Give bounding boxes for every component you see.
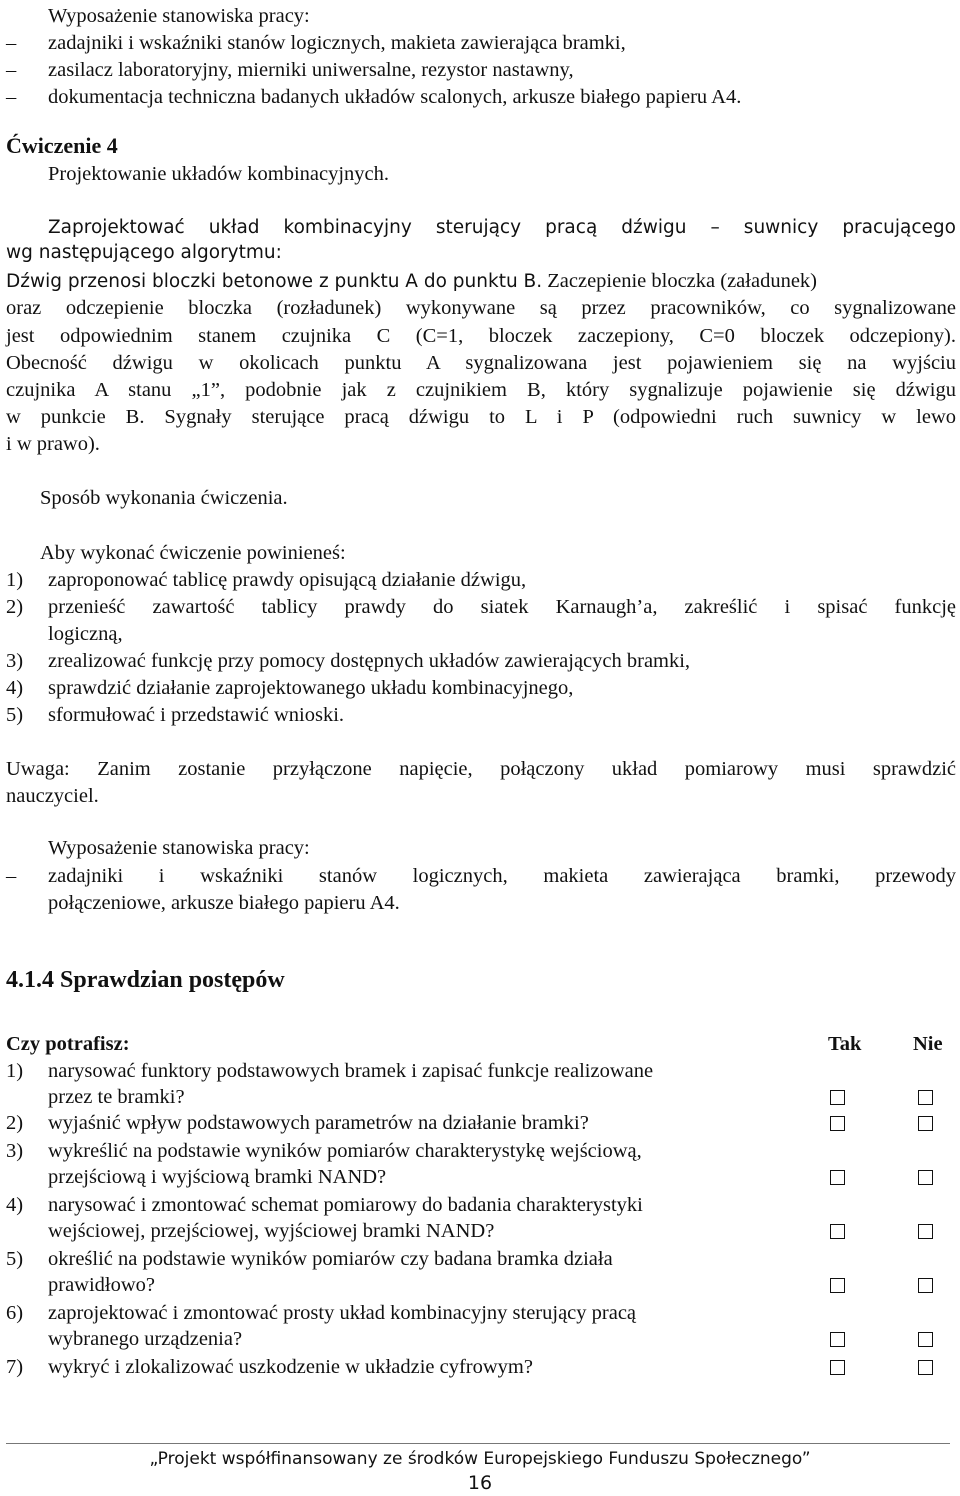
question-number: 5) — [6, 1248, 24, 1270]
question-number: 3) — [6, 1140, 24, 1162]
question-text-cont: przez te bramki? — [48, 1086, 185, 1108]
task-sans-part: Dźwig przenosi bloczki betonowe z punktu A do punktu B. — [6, 271, 543, 292]
dash-bullet: – — [6, 59, 17, 81]
equipment-item: zadajniki i wskaźniki stanów logicznych, makieta zawierająca bramki, — [48, 32, 626, 54]
question-text-cont: przejściową i wyjściową bramki NAND? — [48, 1166, 387, 1188]
task-paragraph-line: wg następującego algorytmu: — [6, 242, 282, 263]
exercise-subtitle: Projektowanie układów kombinacyjnych. — [48, 163, 390, 185]
footer-divider — [6, 1443, 950, 1444]
checklist-heading: Czy potrafisz: — [6, 1033, 130, 1055]
yes-column-header: Tak — [828, 1033, 862, 1055]
yes-checkbox[interactable] — [830, 1170, 845, 1185]
step-text: sformułować i przedstawić wnioski. — [48, 704, 345, 726]
exercise-title: Ćwiczenie 4 — [6, 133, 118, 158]
task-paragraph-line: i w prawo). — [6, 433, 100, 455]
dash-bullet: – — [6, 86, 17, 108]
step-text-cont: logiczną, — [48, 623, 123, 645]
question-number: 4) — [6, 1194, 24, 1216]
no-checkbox[interactable] — [918, 1090, 933, 1105]
question-text: wyjaśnić wpływ podstawowych parametrów na działanie bramki? — [48, 1112, 589, 1134]
question-text: zaprojektować i zmontować prosty układ kombinacyjny sterujący pracą — [48, 1302, 637, 1324]
no-column-header: Nie — [913, 1033, 943, 1055]
question-number: 1) — [6, 1060, 24, 1082]
step-number: 3) — [6, 650, 24, 672]
step-text: zaproponować tablicę prawdy opisującą działanie dźwigu, — [48, 569, 527, 591]
task-paragraph-line: Obecność dźwigu w okolicach punktu A sygnalizowana jest pojawieniem się na wyjściu — [6, 352, 956, 374]
step-number: 2) — [6, 596, 24, 618]
yes-checkbox[interactable] — [830, 1360, 845, 1375]
no-checkbox[interactable] — [918, 1278, 933, 1293]
equipment-item-cont: połączeniowe, arkusze białego papieru A4. — [48, 892, 400, 914]
no-checkbox[interactable] — [918, 1170, 933, 1185]
note-line: nauczyciel. — [6, 785, 99, 807]
question-text: wykryć i zlokalizować uszkodzenie w układzie cyfrowym? — [48, 1356, 533, 1378]
yes-checkbox[interactable] — [830, 1278, 845, 1293]
step-text: sprawdzić działanie zaprojektowanego układu kombinacyjnego, — [48, 677, 574, 699]
step-number: 4) — [6, 677, 24, 699]
page-number: 16 — [467, 1472, 493, 1494]
task-paragraph-line: Zaprojektować układ kombinacyjny sterujący pracą dźwigu – suwnicy pracującego — [48, 217, 956, 238]
note-line: Uwaga: Zanim zostanie przyłączone napięcie, połączony układ pomiarowy musi sprawdzić — [6, 758, 956, 780]
step-number: 1) — [6, 569, 24, 591]
footer-text: „Projekt współfinansowany ze środków Europejskiego Funduszu Społecznego” — [149, 1449, 811, 1469]
question-text: narysować i zmontować schemat pomiarowy do badania charakterystyki — [48, 1194, 643, 1216]
question-number: 6) — [6, 1302, 24, 1324]
step-text: zrealizować funkcję przy pomocy dostępnych układów zawierających bramki, — [48, 650, 691, 672]
no-checkbox[interactable] — [918, 1332, 933, 1347]
dash-bullet: – — [6, 865, 17, 887]
dash-bullet: – — [6, 32, 17, 54]
yes-checkbox[interactable] — [830, 1090, 845, 1105]
no-checkbox[interactable] — [918, 1116, 933, 1131]
question-text-cont: wybranego urządzenia? — [48, 1328, 243, 1350]
equipment-item: zadajniki i wskaźniki stanów logicznych, makieta zawierająca bramki, przewody — [48, 865, 956, 887]
task-paragraph-line: w punkcie B. Sygnały sterujące pracą dźwigu to L i P (odpowiedni ruch suwnicy w lewo — [6, 406, 956, 428]
step-number: 5) — [6, 704, 24, 726]
task-paragraph-line: jest odpowiednim stanem czujnika C (C=1, bloczek zaczepiony, C=0 bloczek odczepiony). — [6, 325, 956, 347]
no-checkbox[interactable] — [918, 1224, 933, 1239]
question-text-cont: prawidłowo? — [48, 1274, 156, 1296]
task-paragraph-line — [6, 269, 817, 294]
yes-checkbox[interactable] — [830, 1332, 845, 1347]
equipment-item: dokumentacja techniczna badanych układów scalonych, arkusze białego papieru A4. — [48, 86, 742, 108]
section-title: 4.1.4 Sprawdzian postępów — [6, 967, 285, 993]
equipment-heading: Wyposażenie stanowiska pracy: — [48, 5, 310, 27]
task-paragraph-line: oraz odczepienie bloczka (rozładunek) wykonywane są przez pracowników, co sygnalizowane — [6, 297, 956, 319]
task-serif-part: Zaczepienie bloczka (załadunek) — [542, 270, 817, 292]
equipment-heading: Wyposażenie stanowiska pracy: — [48, 837, 310, 859]
question-number: 2) — [6, 1112, 24, 1134]
question-text: narysować funktory podstawowych bramek i zapisać funkcje realizowane — [48, 1060, 654, 1082]
step-text: przenieść zawartość tablicy prawdy do siatek Karnaugh’a, zakreślić i spisać funkcję — [48, 596, 956, 618]
question-number: 7) — [6, 1356, 24, 1378]
equipment-item: zasilacz laboratoryjny, mierniki uniwersalne, rezystor nastawny, — [48, 59, 574, 81]
method-intro: Aby wykonać ćwiczenie powinieneś: — [40, 542, 346, 564]
question-text: wykreślić na podstawie wyników pomiarów charakterystykę wejściową, — [48, 1140, 642, 1162]
yes-checkbox[interactable] — [830, 1116, 845, 1131]
no-checkbox[interactable] — [918, 1360, 933, 1375]
method-heading: Sposób wykonania ćwiczenia. — [40, 487, 288, 509]
yes-checkbox[interactable] — [830, 1224, 845, 1239]
question-text-cont: wejściowej, przejściowej, wyjściowej bramki NAND? — [48, 1220, 495, 1242]
question-text: określić na podstawie wyników pomiarów czy badana bramka działa — [48, 1248, 613, 1270]
task-paragraph-line: czujnika A stanu „1”, podobnie jak z czujnikiem B, który sygnalizuje pojawienie się dźwigu — [6, 379, 956, 401]
